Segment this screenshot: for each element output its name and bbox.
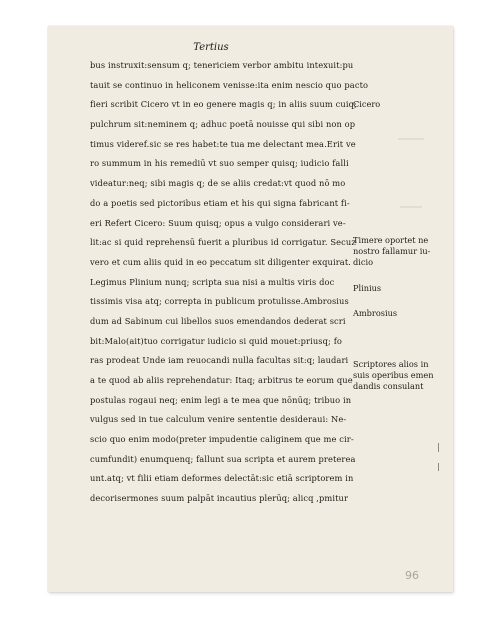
text-line: fieri scribit Cicero vt in eo genere magis q; in aliis suum cuiq; <box>90 99 357 110</box>
running-head: Tertius <box>193 42 229 53</box>
text-line: bit:Malo(ait)tuo corrigatur iudicio si quid mouet:priusq; fo <box>90 335 342 346</box>
text-line: Legimus Plinium nunq; scripta sua nisi a multis viris doc <box>90 276 335 287</box>
show-through-mark <box>400 206 422 208</box>
margin-note-timere-line-1: Timere oportet ne <box>353 235 429 245</box>
margin-note-cicero: Cicero <box>353 99 381 109</box>
text-line: vulgus sed in tue calculum venire sententie desideraui: Ne- <box>90 414 347 425</box>
text-line: videatur:neq; sibi magis q; de se aliis credat:vt quod nō mo <box>90 178 346 189</box>
margin-note-timere-line-2: nostro fallamur iu- <box>353 246 431 256</box>
margin-note-ambrosius: Ambrosius <box>353 308 398 318</box>
text-line: a te quod ab aliis reprehendatur: Itaq; arbitrus te eorum que <box>90 375 353 385</box>
folio-number: 96 <box>405 569 419 582</box>
text-line: lit:ac si quid reprehensū fuerit a pluribus id corrigatur. Secuz <box>90 237 356 248</box>
pen-mark <box>438 443 439 452</box>
pen-mark <box>438 463 439 471</box>
show-through-mark <box>398 138 424 140</box>
text-line: ro summum in his remediū vt suo semper quisq; iudicio falli <box>90 158 349 169</box>
body-text <box>90 56 390 509</box>
text-line: cumfundit) enumquenq; fallunt sua scripta et aurem preterea <box>90 453 356 464</box>
text-line: timus videref.sic se res habet:te tua me delectant mea.Erit ve <box>90 138 356 149</box>
text-line: tissimis visa atq; correpta in publicum protulisse.Ambrosius <box>90 296 349 307</box>
text-line: scio quo enim modo(preter impudentie caliginem que me cir- <box>90 434 354 445</box>
text-line: decorisermones suum palpāt incautius plerūq; alicq ,pmitur <box>90 493 349 504</box>
margin-note-scriptores-line-1: Scriptores alios in <box>353 359 429 369</box>
text-line: unt.atq; vt filii etiam deformes delectāt:sic etiā scriptorem in <box>90 473 354 484</box>
margin-note-scriptores-line-3: dandis consulant <box>353 381 424 391</box>
manuscript-page <box>48 26 453 592</box>
text-line: dum ad Sabinum cui libellos suos emendandos dederat scri <box>90 315 346 326</box>
margin-note-timere-line-3: dicio <box>353 257 373 267</box>
text-line: vero et cum aliis quid in eo peccatum sit diligenter exquirat. <box>90 256 352 267</box>
text-line: ras prodeat Unde iam reuocandi nulla facultas sit:q; laudari <box>90 355 349 366</box>
text-line: bus instruxit:sensum q; tenericiem verbor ambitu intexuit:pu <box>90 60 354 70</box>
text-line: pulchrum sit:neminem q; adhuc poetā nouisse qui sibi non op <box>90 119 356 130</box>
text-line: do a poetis sed pictoribus etiam et his qui signa fabricant fi- <box>90 197 350 208</box>
margin-note-scriptores-line-2: suis operibus emen <box>353 370 434 380</box>
text-line: eri Refert Cicero: Suum quisq; opus a vulgo considerari ve- <box>90 217 346 228</box>
text-line: postulas rogaui neq; enim legi a te mea que nōnūq; tribuo in <box>90 394 352 405</box>
text-line: tauit se continuo in heliconem venisse:ita enim nescio quo pacto <box>90 79 369 90</box>
margin-note-plinius: Plinius <box>353 283 382 293</box>
